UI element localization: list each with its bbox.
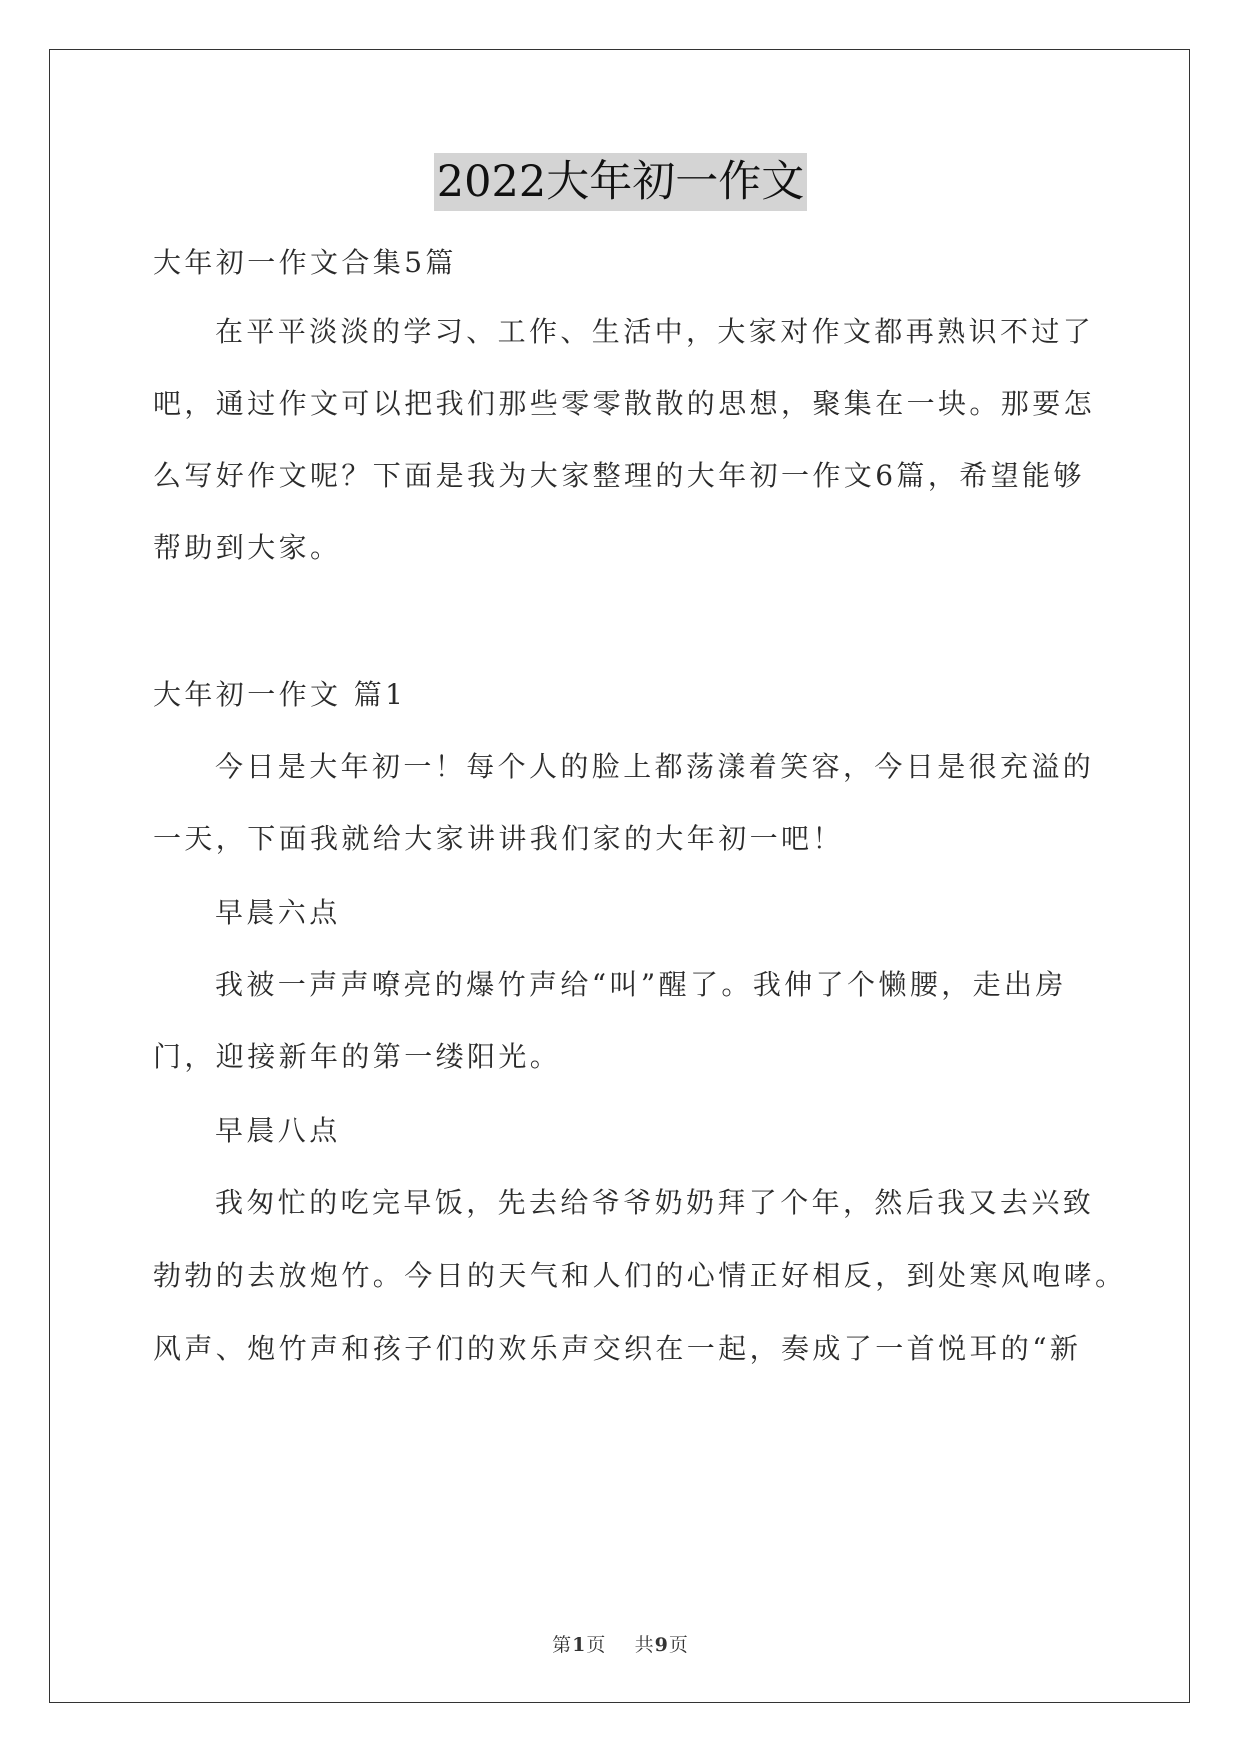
footer-total-suffix: 页 — [668, 1634, 689, 1656]
section-heading: 大年初一作文 篇1 — [153, 678, 407, 711]
paragraph-line: 今日是大年初一！每个人的脸上都荡漾着笑容，今日是很充溢的 — [215, 750, 1095, 783]
page-border — [49, 49, 1190, 1703]
time-heading: 早晨八点 — [215, 1114, 341, 1147]
page-footer — [0, 1630, 1241, 1657]
paragraph-line: 么写好作文呢？下面是我为大家整理的大年初一作文6篇，希望能够 — [153, 459, 1085, 492]
paragraph-line: 帮助到大家。 — [153, 531, 342, 564]
paragraph-line: 门，迎接新年的第一缕阳光。 — [153, 1040, 562, 1073]
document-title-text: 2022大年初一作文 — [434, 153, 807, 211]
paragraph-line: 我被一声声嘹亮的爆竹声给“叫”醒了。我伸了个懒腰，走出房 — [215, 968, 1067, 1001]
paragraph-line: 一天，下面我就给大家讲讲我们家的大年初一吧！ — [153, 822, 844, 855]
paragraph-line: 我匆忙的吃完早饭，先去给爷爷奶奶拜了个年，然后我又去兴致 — [215, 1186, 1095, 1219]
time-heading: 早晨六点 — [215, 896, 341, 929]
paragraph-line: 吧，通过作文可以把我们那些零零散散的思想，聚集在一块。那要怎 — [153, 387, 1096, 420]
footer-total-prefix: 共 — [634, 1634, 655, 1656]
footer-total-pages: 9 — [654, 1634, 669, 1656]
paragraph-line: 勃勃的去放炮竹。今日的天气和人们的心情正好相反，到处寒风咆哮。 — [153, 1259, 1127, 1292]
collection-heading: 大年初一作文合集5篇 — [153, 246, 457, 279]
footer-page-prefix: 第 — [552, 1634, 573, 1656]
footer-page-number: 1 — [572, 1634, 587, 1656]
document-title — [0, 153, 1241, 213]
paragraph-line: 风声、炮竹声和孩子们的欢乐声交织在一起，奏成了一首悦耳的“新 — [153, 1332, 1082, 1365]
paragraph-line: 在平平淡淡的学习、工作、生活中，大家对作文都再熟识不过了 — [215, 315, 1095, 348]
footer-page-suffix: 页 — [586, 1634, 607, 1656]
